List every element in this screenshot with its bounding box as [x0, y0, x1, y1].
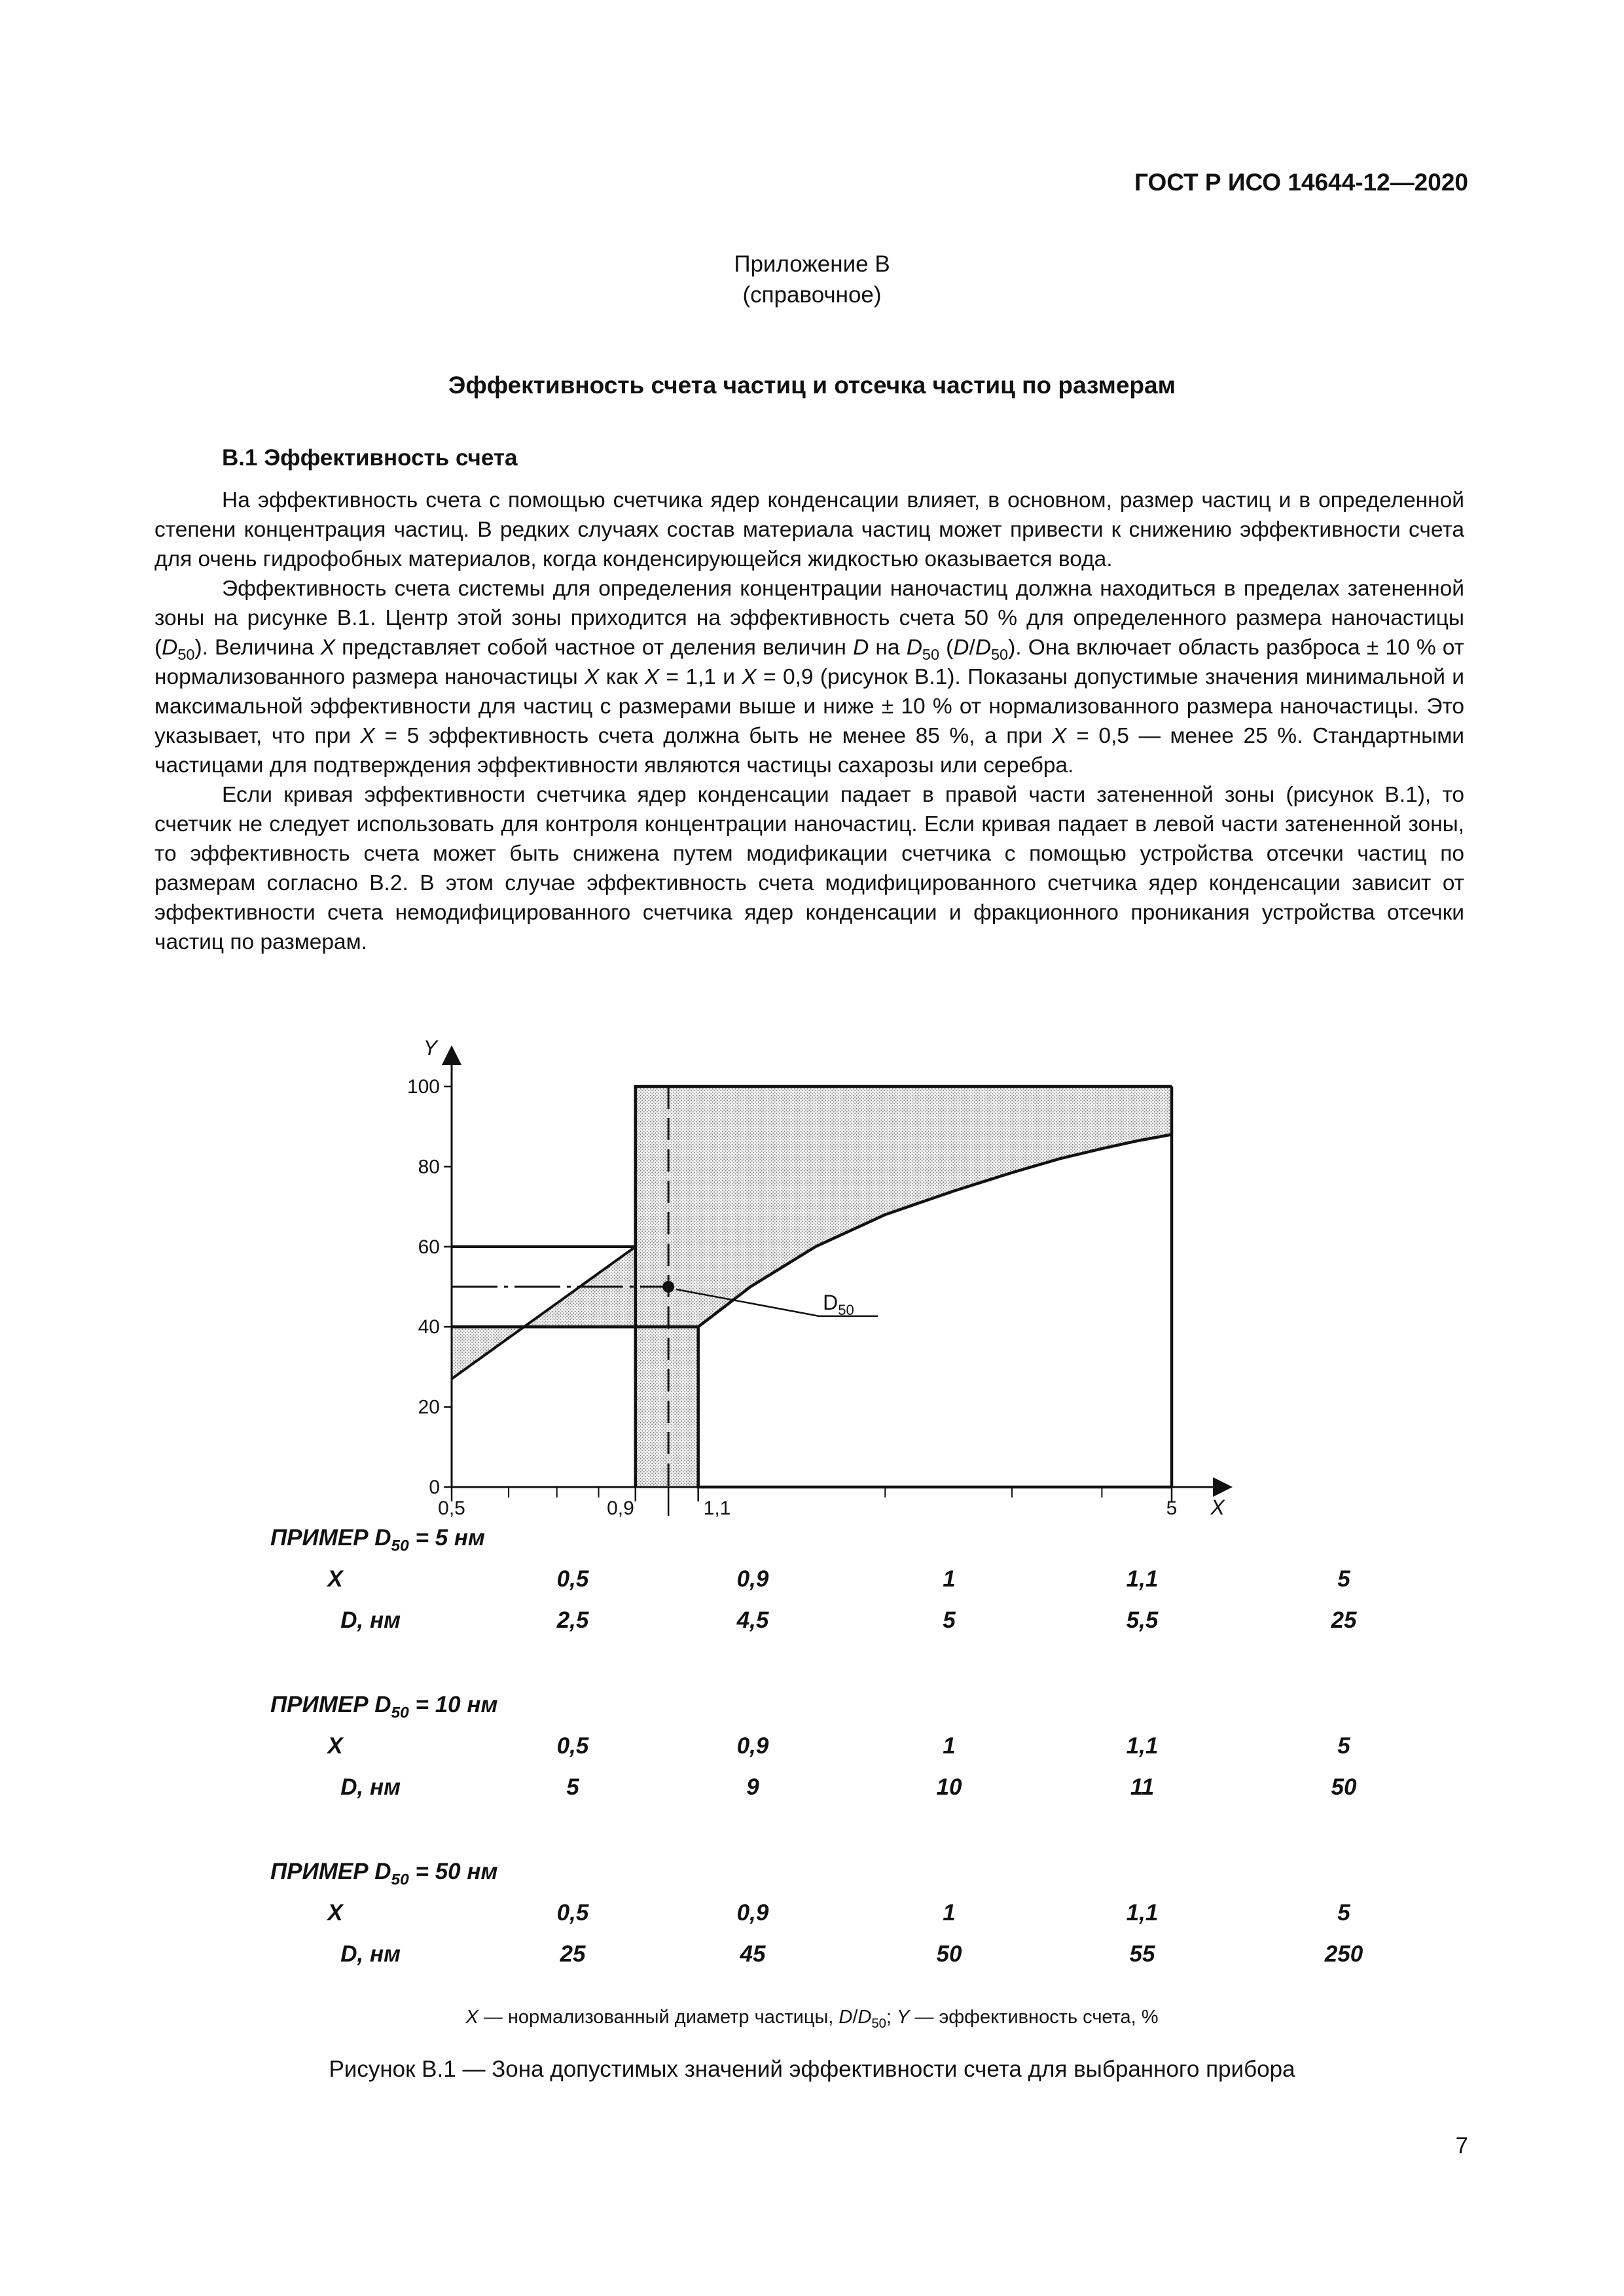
row-label: D, нм	[340, 1774, 401, 1800]
paragraph: На эффективность счета с помощью счетчика ядер конденсации влияет, в основном, размер частиц и в определенной степени концентрация частиц. В редких случаях состав материала частиц может привести к снижению эффективности счета для очень гидрофобных материалов, когда конденсирующейся жидкостью оказывается вода.	[154, 488, 1464, 571]
row-value: 0,5	[556, 1900, 589, 1926]
annex-subtitle: (справочное)	[742, 282, 882, 308]
row-value: 5	[1337, 1900, 1350, 1926]
row-value: 250	[1324, 1941, 1363, 1967]
row-label: X	[327, 1733, 343, 1759]
row-value: 1,1	[1126, 1900, 1159, 1926]
document-header: ГОСТ Р ИСО 14644-12—2020	[1134, 169, 1468, 196]
paragraph: Если кривая эффективности счетчика ядер конденсации падает в правой части затененной зоны (рисунок В.1), то счетчик не следует использовать для контроля концентрации наночастиц. Если кривая падает в левой части затененной зоны, то эффективность счета может быть снижена путем модификации счетчика с помощью устройства отсечки частиц по размерам согласно В.2. В этом случае эффективность счета модифицированного счетчика ядер конденсации зависит от эффективности счета немодифицированного счетчика ядер конденсации и фракционного проникания устройства отсечки частиц по размерам.	[154, 783, 1464, 954]
x-axis-label: X	[1210, 1496, 1225, 1519]
page-number: 7	[1455, 2133, 1468, 2159]
zone-shading-right	[636, 1086, 1172, 1487]
row-value: 5	[1337, 1733, 1350, 1759]
example-row	[0, 1941, 1624, 1974]
row-value: 0,5	[556, 1566, 589, 1592]
row-value: 50	[1331, 1774, 1357, 1800]
row-value: 25	[560, 1941, 586, 1967]
y-tick-label: 60	[418, 1236, 440, 1258]
efficiency-chart	[367, 1021, 1283, 1525]
row-value: 5	[1337, 1566, 1350, 1592]
row-value: 0,9	[736, 1733, 769, 1759]
row-value: 1,1	[1126, 1566, 1159, 1592]
row-value: 1	[943, 1566, 956, 1592]
d50-point	[662, 1281, 674, 1293]
paragraph: Эффективность счета системы для определения концентрации наночастиц должна находиться в пределах затененной зоны на рисунке В.1. Центр этой зоны приходится на эффективность счета 50 % для определенного размера наночастицы $(D_{50})$. Величина X представляет собой частное от деления величин D на $D_{50}$ $(D/D_{50})$. Она включает область разброса ± 10 % от нормализованного размера наночастицы X как X = 1,1 и X = 0,9 (рисунок В.1). Показаны допустимые значения минимальной и максимальной эффективности для частиц с размерами выше и ниже ± 10 % от нормализованного размера наночастицы. Это указывает, что при X = 5 эффективность счета должна быть не менее 85 %, а при X = 0,5 — менее 25 %. Стандартными частицами для подтверждения эффективности являются частицы сахарозы или серебра.	[154, 577, 1465, 778]
row-value: 0,9	[736, 1900, 769, 1926]
row-value: 2,5	[556, 1607, 589, 1633]
row-value: 1	[943, 1733, 956, 1759]
row-value: 9	[746, 1774, 759, 1800]
y-tick-label: 20	[418, 1396, 440, 1418]
figure-legend: X — нормализованный диаметр частицы, $D/D_{50}$; Y — эффективность счета, %	[465, 2007, 1159, 2032]
row-value: 11	[1130, 1774, 1155, 1800]
row-value: 5	[566, 1774, 579, 1800]
x-tick-label: 0,5	[438, 1498, 465, 1519]
x-tick-label: 0,9	[607, 1498, 634, 1519]
annex-title: Приложение В	[734, 251, 890, 277]
y-tick-label: 100	[406, 1076, 440, 1098]
row-label: X	[327, 1566, 343, 1592]
y-tick-label: 40	[418, 1316, 440, 1338]
y-axis-label: Y	[423, 1036, 437, 1060]
example-row	[0, 1900, 1624, 1933]
example-row	[0, 1774, 1624, 1807]
d50-label: $D_{50}$	[823, 1290, 854, 1318]
row-value: 4,5	[736, 1607, 769, 1633]
row-value: 0,5	[556, 1733, 589, 1759]
example-row	[0, 1607, 1624, 1640]
row-value: 5	[943, 1607, 956, 1633]
y-tick-label: 0	[429, 1477, 440, 1498]
y-tick-label: 80	[418, 1156, 440, 1178]
row-label: D, нм	[340, 1607, 401, 1633]
annex-heading	[0, 249, 1624, 310]
x-tick-label: 1,1	[703, 1498, 731, 1519]
body-text	[154, 486, 1464, 957]
row-value: 25	[1331, 1607, 1357, 1633]
example-title: ПРИМЕР $D_{50} = 10$ нм	[270, 1692, 498, 1722]
example-row	[0, 1733, 1624, 1766]
row-value: 55	[1129, 1941, 1155, 1967]
x-tick-label: 5	[1166, 1498, 1178, 1519]
row-value: 5,5	[1126, 1607, 1159, 1633]
example-title: ПРИМЕР $D_{50} = 5$ нм	[270, 1525, 485, 1555]
row-value: 10	[936, 1774, 962, 1800]
row-label: X	[327, 1900, 343, 1926]
row-value: 50	[936, 1941, 962, 1967]
row-value: 45	[740, 1941, 766, 1967]
example-title: ПРИМЕР $D_{50} = 50$ нм	[270, 1859, 498, 1889]
figure-caption: Рисунок В.1 — Зона допустимых значений эффективности счета для выбранного прибора	[329, 2056, 1295, 2082]
row-value: 1	[943, 1900, 956, 1926]
row-value: 1,1	[1126, 1733, 1159, 1759]
section-heading: В.1 Эффективность счета	[222, 445, 518, 471]
main-title: Эффективность счета частиц и отсечка частиц по размерам	[448, 372, 1176, 399]
row-label: D, нм	[340, 1941, 401, 1967]
example-row	[0, 1566, 1624, 1599]
lower-limit-line	[452, 1327, 1172, 1487]
row-value: 0,9	[736, 1566, 769, 1592]
